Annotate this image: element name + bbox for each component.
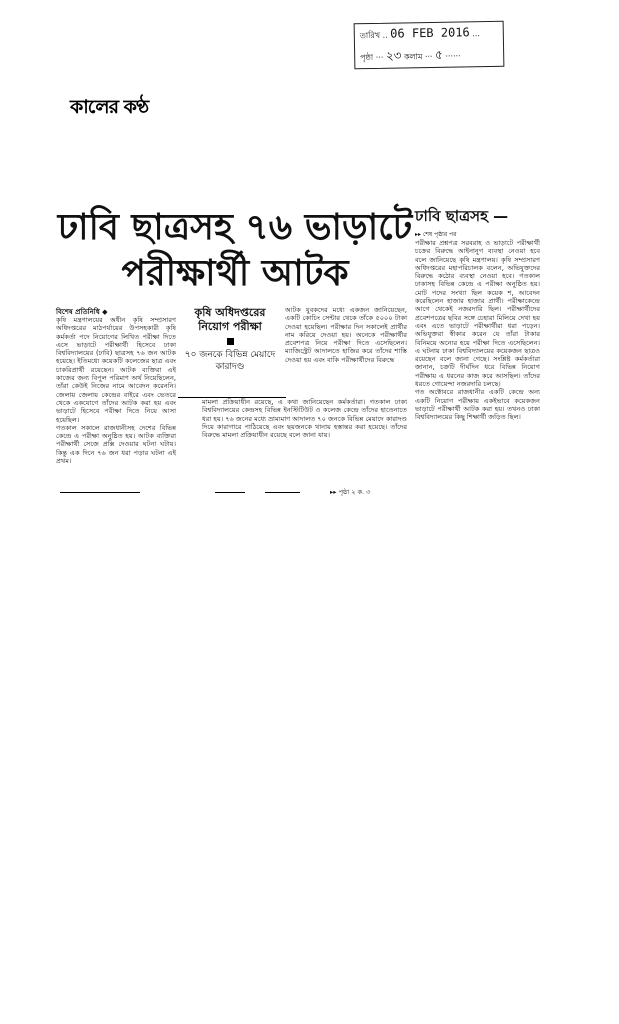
divider — [60, 492, 140, 493]
square-bullet-icon — [227, 338, 234, 345]
divider — [265, 492, 300, 493]
headline-line-2: পরীক্ষার্থী আটক — [121, 253, 349, 294]
clipping-stamp — [354, 21, 505, 70]
divider — [215, 492, 245, 493]
continued-jump: ▸▸ পৃষ্ঠা ২ ক. ৩ — [330, 488, 371, 496]
kicker: কৃষি অধিদপ্তরের নিয়োগ পরীক্ষা — [194, 306, 266, 333]
byline: বিশেষ প্রতিনিধি ◆ — [56, 308, 108, 316]
continuation-text: পরীক্ষার প্রশ্নপত্র সরবরাহ ও ভাড়াটে পরীক্ষার্থী চক্রের বিরুদ্ধে আইনানুগ ব্যবস্থা নেওয়া হবে বলে জানিয়েছে কৃষি মন্ত্রণালয়। কৃষি সম্প্রসারণ অধিদপ্তরের মহাপরিচালক বলেন, অভিযুক্তদের বিরুদ্ধে কঠোর ব্যবস্থা নেওয়া হবে। গতকাল ঢাকাসহ বিভিন্ন কেন্দ্রে এ পরীক্ষা অনুষ্ঠিত হয়। মোট পদের সংখ্যা ছিল কয়েক শ, আবেদন করেছিলেন হাজার হাজার প্রার্থী। পরীক্ষাকেন্দ্রে আগে থেকেই নজরদারি ছিল। পরীক্ষার্থীদের প্রবেশপত্রের ছবির সঙ্গে চেহারা মিলিয়ে দেখা হয় এবং এতে ভাড়াটে পরীক্ষার্থীরা ধরা পড়েন। অভিযুক্তরা স্বীকার করেন যে তাঁরা টাকার বিনিময়ে অন্যের হয়ে পরীক্ষা দিতে এসেছিলেন। এ ঘটনায় ঢাকা বিশ্ববিদ্যালয়ের কয়েকজন ছাত্রও রয়েছেন বলে জানা গেছে। সংশ্লিষ্ট কর্মকর্তারা জানান, চক্রটি দীর্ঘদিন ধরে বিভিন্ন নিয়োগ পরীক্ষায় এ ধরনের কাজ করে আসছিল। তাঁদের ধরতে গোয়েন্দা নজরদারি চলছে। গত অক্টোবরে রাজধানীর একটি কেন্দ্রে অন্য একটি নিয়োগ পরীক্ষায় একইভাবে কয়েকজন ভাড়াটে পরীক্ষার্থী আটক করা হয়। তখনও ঢাকা বিশ্ববিদ্যালয়ের কিছু শিক্ষার্থী জড়িত ছিল। — [415, 239, 540, 422]
stamp-page-row: পৃষ্ঠা ··· ২৩ কলাম ··· ৫ ······ — [360, 47, 461, 63]
stamp-date-label: তারিখ — [359, 30, 381, 41]
newspaper-masthead: কালের কণ্ঠ — [70, 96, 149, 118]
stamp-page-value: ২৩ — [385, 48, 402, 63]
subheadline: ৭০ জনকে বিভিন্ন মেয়াদে কারাদণ্ড — [184, 350, 276, 372]
headline-line-1: ঢাবি ছাত্রসহ ৭৬ ভাড়াটে — [57, 207, 413, 248]
stamp-date-value: 06 FEB 2016 — [390, 25, 470, 41]
article-column-2: আটক যুবকদের মধ্যে একজন জানিয়েছেন, একটি কোচিং সেন্টার থেকে তাঁকে ৫০০০ টাকা দেওয়া হয়েছিল। পরীক্ষার দিন সকালেই প্রার্থীর নাম করিয়ে দেওয়া হয়। অনেকে পরীক্ষার্থীর প্রবেশপত্র নিয়ে পরীক্ষা দিতে এসেছিলেন। ম্যাজিস্ট্রেট আদালতে হাজির করে তাঁদের শাস্তি দেওয়া হয় এবং বাকি পরীক্ষার্থীদের বিরুদ্ধে — [285, 306, 407, 364]
article-column-1: কৃষি মন্ত্রণালয়ের অধীন কৃষি সম্প্রসারণ অধিদপ্তরের মাঠপর্যায়ের উপসহকারী কৃষি কর্মকর্তা পদে নিয়োগের লিখিত পরীক্ষা দিতে এসে ভাড়াটে পরীক্ষার্থী হিসেবে ঢাকা বিশ্ববিদ্যালয়ের (ঢাবি) ছাত্রসহ ৭৬ জন আটক হয়েছে। ইতিমধ্যে কয়েকটি কলেজের ছাত্র এবং চাকরিপ্রার্থী রয়েছেন। আটক ব্যক্তিরা এই কাজের জন্য বিপুল পরিমাণ অর্থ নিয়েছিলেন, তাঁরা কেউই নিজের নামে আবেদন করেননি। জেলায় জেলায় কেন্দ্রের বাইরে এবং ভেতরে থেকে একযোগে তাঁদের আটক করা হয় এবং ভাড়াটে হিসেবে পরীক্ষা দিতে নিয়ে আসা হয়েছিল। গতকাল সকালে রাজধানীসহ দেশের বিভিন্ন কেন্দ্রে এ পরীক্ষা অনুষ্ঠিত হয়। আটক ব্যক্তিরা পরীক্ষার্থী সেজে প্রক্সি দেওয়ার ঘটনা ঘটায়। কিন্তু এক দিনে ৭৬ জন ধরা পড়ার ঘটনা এই প্রথম। — [56, 316, 176, 466]
stamp-page-label: পৃষ্ঠা — [360, 52, 374, 63]
stamp-column-value: ৫ — [434, 47, 443, 62]
article-column-3: মামলা প্রক্রিয়াধীন রয়েছে, এ কথা জানিয়েছেন কর্মকর্তারা। গতকাল ঢাকা বিশ্ববিদ্যালয়ের কেন্দ্রসহ বিভিন্ন ইনস্টিটিউট ও কলেজ কেন্দ্রে তাঁদের হাতেনাতে ধরা হয়। ৭৬ জনের মধ্যে ভ্রাম্যমাণ আদালত ৭০ জনকে বিভিন্ন মেয়াদে কারাদণ্ড দিয়ে কারাগারে পাঠিয়েছে এবং ছয়জনকে থানায় হস্তান্তর করা হয়েছে। তাঁদের বিরুদ্ধে মামলা প্রক্রিয়াধীন রয়েছে বলে জানা যায়। — [202, 398, 407, 440]
highlight-box — [180, 306, 280, 373]
continuation-jump: ▸▸ শেষ পৃষ্ঠার পর — [415, 231, 457, 238]
stamp-column-label: কলাম — [403, 52, 423, 62]
continuation-title: ঢাবি ছাত্রসহ — — [415, 207, 509, 225]
headline — [45, 205, 425, 297]
stamp-date-row: তারিখ .. 06 FEB 2016 ... — [359, 25, 480, 41]
